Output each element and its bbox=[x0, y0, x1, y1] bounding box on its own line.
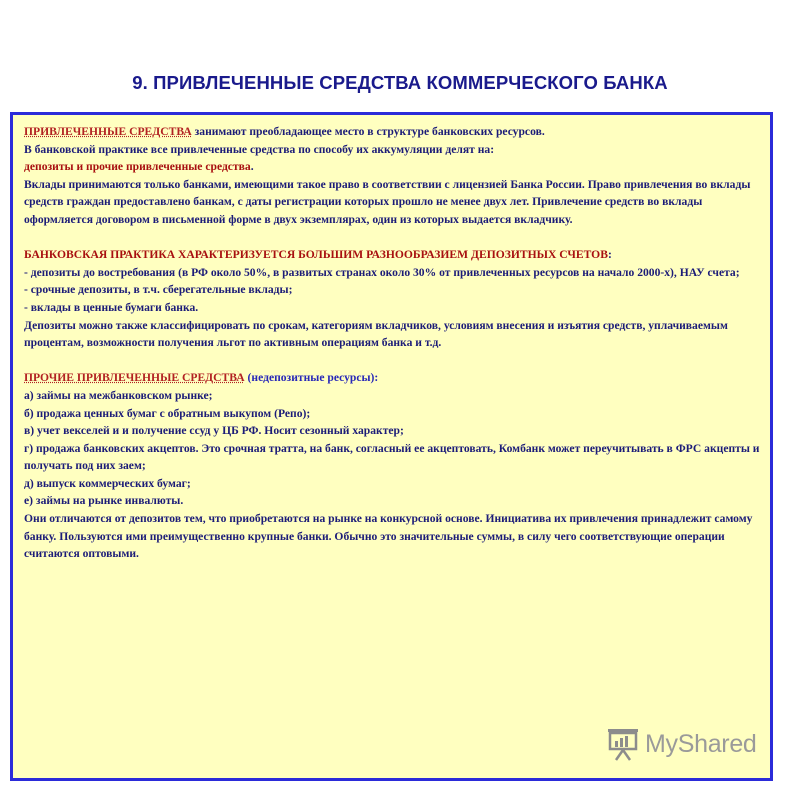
other-funds-item: а) займы на межбанковском рынке; bbox=[24, 388, 213, 402]
intro-line bbox=[24, 123, 760, 141]
other-funds-note: (недепозитные ресурсы): bbox=[244, 371, 379, 385]
other-funds-term: ПРОЧИЕ ПРИВЛЕЧЕННЫЕ СРЕДСТВА bbox=[24, 371, 245, 385]
other-funds-paragraph: Они отличаются от депозитов тем, что приобретаются на рынке на конкурсной основе. Инициатива их привлечения принадлежит самому банку. Пользуются ими преимущественно крупные банки. Обычно это значительные суммы, в силу чего соответствующие операции считаются оптовыми. bbox=[24, 512, 753, 561]
classification-types-text: депозиты и прочие привлеченные средства bbox=[24, 160, 251, 174]
deposit-type-item: - срочные депозиты, в т.ч. сберегательные вклады; bbox=[24, 283, 293, 297]
other-funds-item: б) продажа ценных бумаг с обратным выкупом (Репо); bbox=[24, 406, 311, 420]
content-panel bbox=[10, 112, 773, 781]
classification-types bbox=[24, 158, 760, 176]
other-funds-heading bbox=[24, 369, 760, 387]
practice-heading-text: БАНКОВСКАЯ ПРАКТИКА ХАРАКТЕРИЗУЕТСЯ БОЛЬШИМ РАЗНООБРАЗИЕМ ДЕПОЗИТНЫХ СЧЕТОВ bbox=[24, 248, 608, 262]
classification-types-end: . bbox=[250, 160, 254, 174]
deposits-classification-paragraph: Депозиты можно также классифицировать по срокам, категориям вкладчиков, условиям внесения и изъятия средств, уплачиваемым процентам, возможности получения льгот по активным операциям банка и т.д. bbox=[24, 318, 728, 350]
other-funds-item: в) учет векселей и и получение ссуд у ЦБ РФ. Носит сезонный характер; bbox=[24, 424, 404, 438]
deposits-paragraph: Вклады принимаются только банками, имеющими такое право в соответствии с лицензией Банка России. Право привлечения во вклады средств граждан предоставлено банкам, с даты регистрации которых прошло не менее двух лет. Привлечение средств во вклады оформляется договором в письменной форме в двух экземплярах, один из которых выдается вкладчику. bbox=[24, 177, 751, 226]
slide-title: 9. ПРИВЛЕЧЕННЫЕ СРЕДСТВА КОММЕРЧЕСКОГО БАНКА bbox=[132, 72, 668, 93]
presentation-board-icon bbox=[605, 727, 641, 761]
term-attracted-funds: ПРИВЛЕЧЕННЫЕ СРЕДСТВА bbox=[24, 125, 192, 138]
deposit-type-item: - депозиты до востребования (в РФ около 50%, в развитых странах около 30% от привлеченных ресурсов на начало 2000-х), НАУ счета; bbox=[24, 265, 740, 279]
practice-heading bbox=[24, 246, 760, 264]
other-funds-item: г) продажа банковских акцептов. Это срочная тратта, на банк, согласный ее акцептовать, Комбанк может переучитывать в ФРС акцепты и получать под них заем; bbox=[24, 441, 760, 473]
myshared-logo bbox=[605, 726, 757, 762]
other-funds-item: е) займы на рынке инвалюты. bbox=[24, 494, 184, 508]
other-funds-item: д) выпуск коммерческих бумаг; bbox=[24, 476, 191, 490]
practice-heading-end: : bbox=[607, 248, 612, 262]
classification-line: В банковской практике все привлеченные средства по способу их аккумуляции делят на: bbox=[24, 142, 495, 156]
intro-line-text: занимают преобладающее место в структуре банковских ресурсов. bbox=[191, 125, 545, 138]
logo-text: MyShared bbox=[645, 729, 757, 758]
deposit-type-item: - вклады в ценные бумаги банка. bbox=[24, 300, 199, 314]
